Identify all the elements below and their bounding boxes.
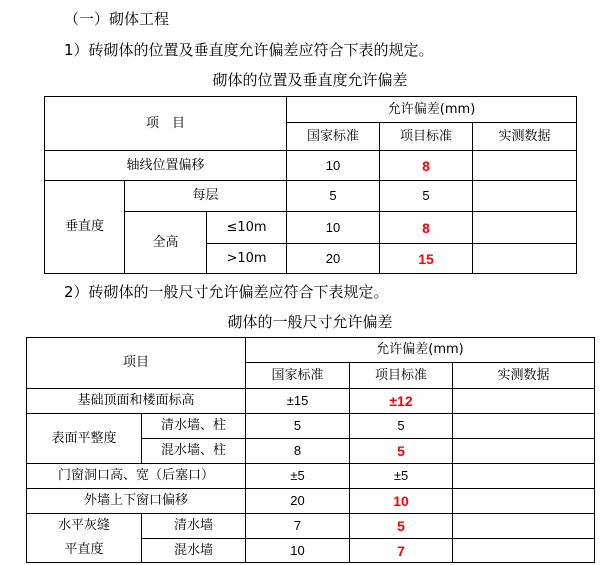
row-label: 每层 xyxy=(125,181,287,212)
row-label: 清水墙、柱 xyxy=(142,414,246,439)
table-row xyxy=(45,151,577,181)
measured-cell[interactable] xyxy=(453,464,595,489)
row-label: 轴线位置偏移 xyxy=(45,151,287,181)
national-value: ±5 xyxy=(246,464,350,489)
row-label: >10m xyxy=(207,244,287,274)
project-value: ±5 xyxy=(350,464,453,489)
project-value: 15 xyxy=(380,244,473,274)
national-value: 5 xyxy=(246,414,350,439)
project-value: 10 xyxy=(350,489,453,514)
row-label: 清水墙 xyxy=(142,514,246,539)
t1-header-tolerance: 允许偏差(mm) xyxy=(287,97,577,123)
t1-header-item: 项 目 xyxy=(45,97,287,151)
national-value: 7 xyxy=(246,514,350,539)
national-value: 10 xyxy=(287,212,380,244)
project-value: 5 xyxy=(350,439,453,464)
t1-header-national: 国家标准 xyxy=(287,123,380,151)
table1 xyxy=(44,96,577,274)
table-row xyxy=(27,389,595,414)
item2-text: 2）砖砌体的一般尺寸允许偏差应符合下表规定。 xyxy=(64,283,389,301)
table-row xyxy=(27,464,595,489)
table2-caption: 砌体的一般尺寸允许偏差 xyxy=(227,313,393,331)
joint-label-line1: 水平灰缝 xyxy=(57,518,110,533)
measured-cell[interactable] xyxy=(453,539,595,563)
table-row xyxy=(27,514,595,539)
national-value: 20 xyxy=(246,489,350,514)
row-label: 外墙上下窗口偏移 xyxy=(27,489,246,514)
t1-header-measured: 实测数据 xyxy=(473,123,577,151)
national-value: 10 xyxy=(287,151,380,181)
project-value: 8 xyxy=(380,212,473,244)
project-value: ±12 xyxy=(350,389,453,414)
measured-cell[interactable] xyxy=(453,439,595,464)
measured-cell[interactable] xyxy=(453,514,595,539)
t2-header-tolerance: 允许偏差(mm) xyxy=(246,338,595,363)
full-height-label: 全高 xyxy=(125,212,207,274)
measured-cell[interactable] xyxy=(473,151,577,181)
table2 xyxy=(26,337,595,563)
table1-caption: 砌体的位置及垂直度允许偏差 xyxy=(212,71,408,89)
national-value: 20 xyxy=(287,244,380,274)
vertical-label: 垂直度 xyxy=(45,181,125,274)
project-value: 7 xyxy=(350,539,453,563)
national-value: 8 xyxy=(246,439,350,464)
project-value: 5 xyxy=(350,414,453,439)
measured-cell[interactable] xyxy=(453,489,595,514)
flatness-label: 表面平整度 xyxy=(27,414,142,464)
joint-label xyxy=(27,514,142,563)
t1-header-project: 项目标准 xyxy=(380,123,473,151)
table-row xyxy=(27,414,595,439)
t2-header-project: 项目标准 xyxy=(350,363,453,389)
measured-cell[interactable] xyxy=(453,414,595,439)
table-row xyxy=(45,212,577,244)
table-row xyxy=(27,489,595,514)
measured-cell[interactable] xyxy=(453,389,595,414)
national-value: 5 xyxy=(287,181,380,212)
row-label: ≤10m xyxy=(207,212,287,244)
row-label: 混水墙 xyxy=(142,539,246,563)
table-row xyxy=(45,181,577,212)
national-value: ±15 xyxy=(246,389,350,414)
national-value: 10 xyxy=(246,539,350,563)
project-value: 5 xyxy=(380,181,473,212)
measured-cell[interactable] xyxy=(473,244,577,274)
project-value: 5 xyxy=(350,514,453,539)
row-label: 基础顶面和楼面标高 xyxy=(27,389,246,414)
section-heading: （一）砌体工程 xyxy=(64,10,170,28)
project-value: 8 xyxy=(380,151,473,181)
joint-label-line2: 平直度 xyxy=(64,542,104,557)
item1-text: 1）砖砌体的位置及垂直度允许偏差应符合下表的规定。 xyxy=(64,41,434,59)
measured-cell[interactable] xyxy=(473,212,577,244)
t2-header-national: 国家标准 xyxy=(246,363,350,389)
row-label: 门窗洞口高、宽（后塞口） xyxy=(27,464,246,489)
measured-cell[interactable] xyxy=(473,181,577,212)
t2-header-measured: 实测数据 xyxy=(453,363,595,389)
t2-header-item: 项目 xyxy=(27,338,246,389)
row-label: 混水墙、柱 xyxy=(142,439,246,464)
